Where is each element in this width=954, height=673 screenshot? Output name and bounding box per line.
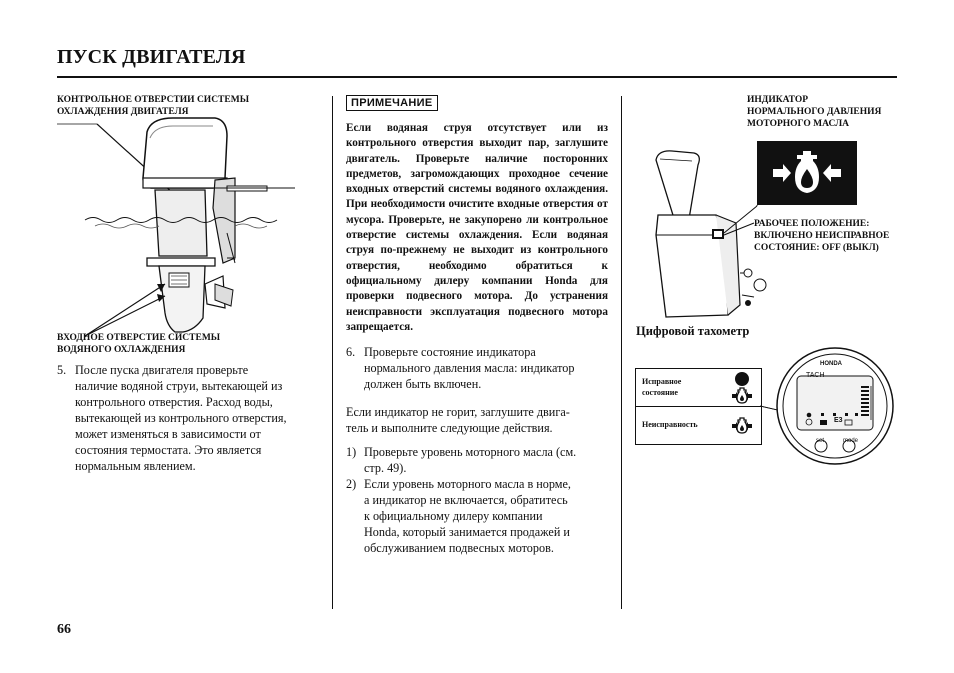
oil-pressure-indicator-caption [747, 94, 881, 130]
caption-line: СОСТОЯНИЕ: OFF (ВЫКЛ) [754, 243, 879, 253]
substep-number: 2) [346, 477, 357, 491]
caption-line: ОХЛАЖДЕНИЯ ДВИГАТЕЛЯ [57, 107, 189, 117]
gauge-set-button-label[interactable]: set [816, 438, 825, 444]
substep-number: 1) [346, 445, 357, 459]
note-text: Если водяная струя отсутствует или из контрольного отверстия выходит пар, заглушите двигатель. Проверьте наличие посторонних предметов, загромождающих проходное сечение входных отверстий системы водяного охлаждения. При необходимости очистите входные отверстия от мусора. Проверьте, не закупорено ли контрольное отверстие системы охлаждения. Если водяная струя по-прежнему не выходит из контрольного отверстия, необходимо обратиться к официальному дилеру компании Honda для проверки подвесного мотора. До устранения неисправности эксплуатация подвесного мотора запрещается. [346, 122, 608, 333]
substep-line: Если уровень моторного масла в норме, [364, 477, 571, 491]
substep-line: к официальному дилеру компании [364, 509, 543, 523]
page-title: ПУСК ДВИГАТЕЛЯ [57, 46, 246, 68]
working-position-caption [754, 218, 889, 254]
indicator-off-paragraph [346, 404, 608, 436]
table-row-fault [636, 407, 761, 444]
step-line: вытекающей из контрольного отверстия, [75, 411, 287, 425]
step-5 [57, 362, 319, 474]
caption-line: ВХОДНОЕ ОТВЕРСТИЕ СИСТЕМЫ [57, 333, 221, 343]
step-line: может изменяться в зависимости от [75, 427, 261, 441]
caption-line: РАБОЧЕЕ ПОЛОЖЕНИЕ: [754, 219, 870, 229]
gauge-mode-button-label[interactable]: mode [843, 438, 859, 444]
indicator-off-icon [730, 416, 754, 436]
step-number: 5. [57, 363, 67, 377]
column-divider [332, 96, 333, 609]
step-line: состояния термостата. Это является [75, 443, 262, 457]
step-number: 6. [346, 345, 356, 359]
caption-line: ВКЛЮЧЕНО НЕИСПРАВНОЕ [754, 231, 890, 241]
gauge-brand: HONDA [820, 361, 842, 367]
substep-line: а индикатор не включается, обратитесь [364, 493, 568, 507]
step-line: После пуска двигателя проверьте [75, 363, 249, 377]
caption-line: ИНДИКАТОР [747, 95, 809, 105]
note-label: ПРИМЕЧАНИЕ [346, 95, 438, 111]
step-line: Проверьте состояние индикатора [364, 345, 536, 359]
substep-1 [346, 444, 612, 476]
cooling-inlet-caption [57, 332, 220, 356]
label-line: состояние [642, 388, 678, 397]
paragraph-line: тель и выполните следующие действия. [346, 421, 553, 435]
table-row-ok [636, 369, 761, 407]
step-6 [346, 344, 612, 392]
step-line: наличие водяной струи, вытекающей из [75, 379, 283, 393]
column-divider [621, 96, 622, 609]
caption-line: МОТОРНОГО МАСЛА [747, 119, 850, 129]
caption-line: НОРМАЛЬНОГО ДАВЛЕНИЯ [747, 107, 882, 117]
indicator-state-table [635, 368, 762, 445]
step-line: нормального давления масла: индикатор [364, 361, 575, 375]
page-number: 66 [57, 622, 71, 637]
digital-tachometer-title: Цифровой тахометр [636, 324, 750, 338]
label-line: Исправное [642, 377, 682, 386]
substep-line: обслуживанием подвесных моторов. [364, 541, 554, 555]
gauge-lcd-code: E3 [834, 417, 843, 424]
caption-line: КОНТРОЛЬНОЕ ОТВЕРСТИИ СИСТЕМЫ [57, 95, 250, 105]
title-rule [57, 76, 897, 78]
substep-line: Проверьте уровень моторного масла (см. [364, 445, 577, 459]
substep-line: Honda, который занимается продажей и [364, 525, 570, 539]
paragraph-line: Если индикатор не горит, заглушите двига- [346, 405, 570, 419]
step-line: контрольного отверстия. Расход воды, [75, 395, 273, 409]
step-line: нормальным явлением. [75, 459, 196, 473]
gauge-tach-label: TACH [806, 372, 825, 379]
indicator-on-icon [730, 371, 754, 405]
caption-line: ВОДЯНОГО ОХЛАЖДЕНИЯ [57, 345, 186, 355]
substep-2 [346, 476, 612, 556]
fault-state-label: Неисправность [642, 420, 698, 429]
substep-line: стр. 49). [364, 461, 407, 475]
outboard-motor-illustration [55, 108, 315, 338]
ok-state-label [642, 376, 681, 398]
step-line: должен быть включен. [364, 377, 482, 391]
